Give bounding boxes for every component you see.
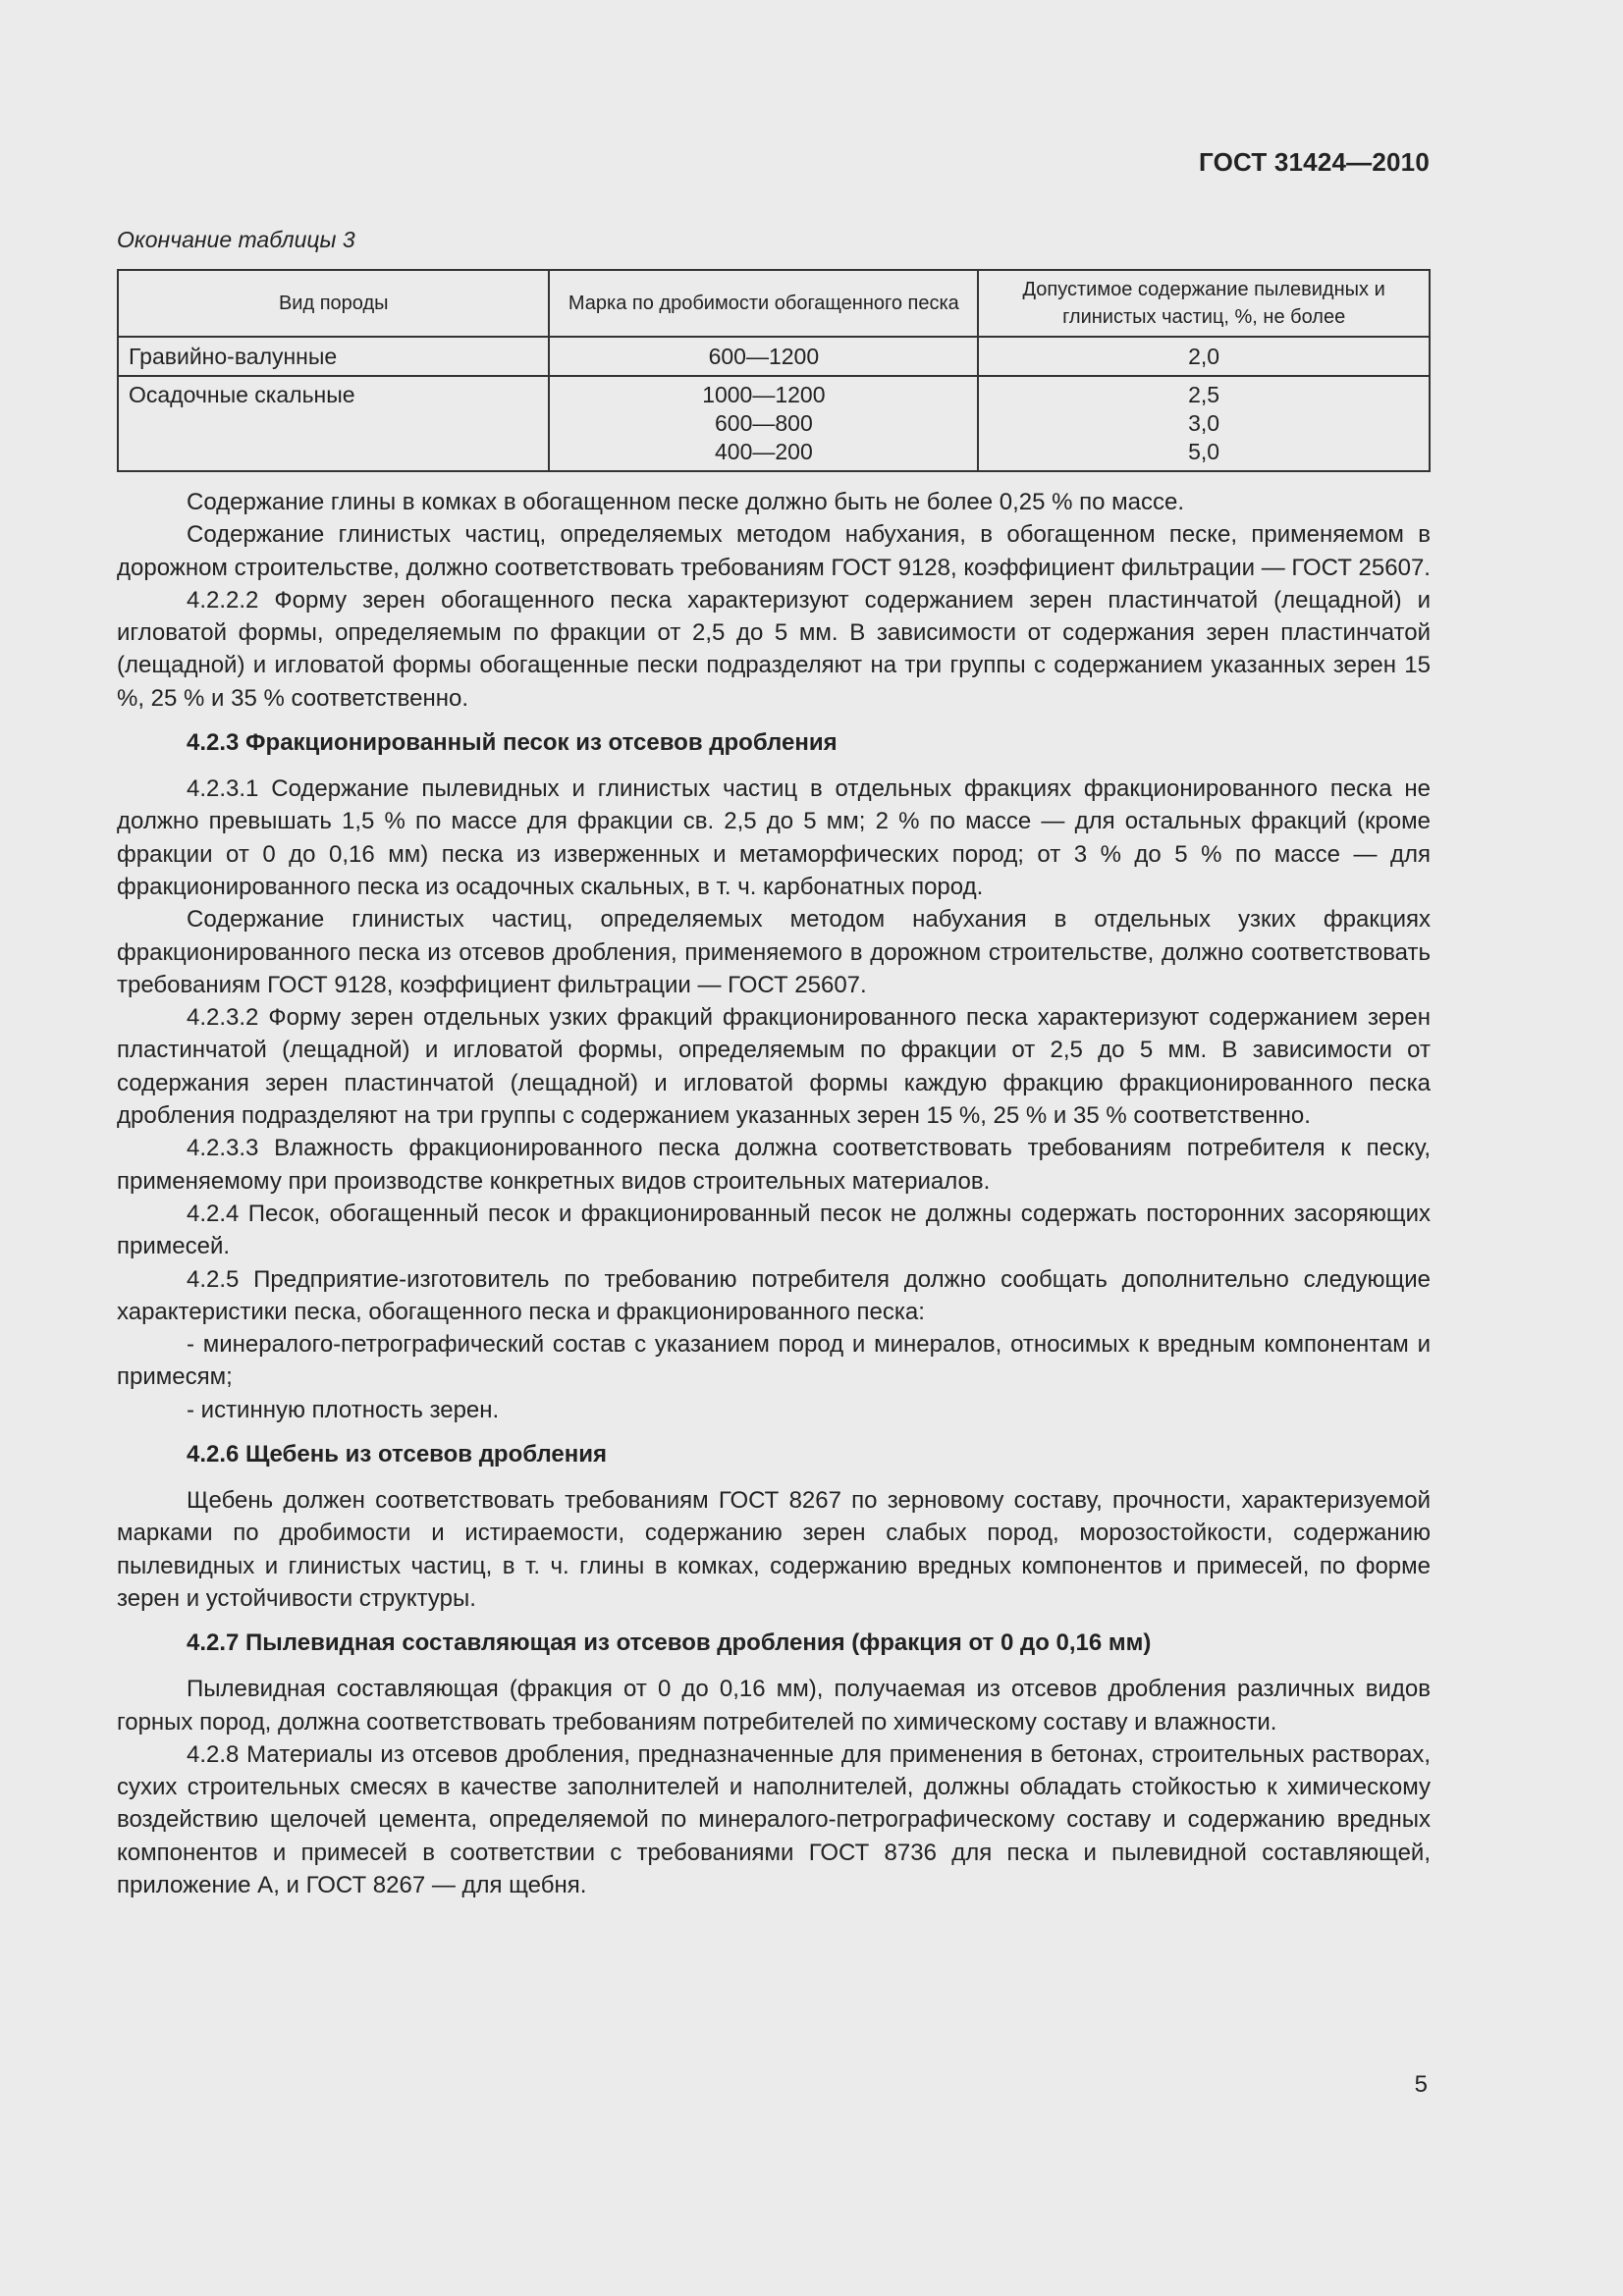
document-id: ГОСТ 31424—2010 xyxy=(1199,147,1430,177)
section-heading: 4.2.3 Фракционированный песок из отсевов дробления xyxy=(187,729,838,757)
table-row xyxy=(118,376,1430,471)
cell-content: 2,0 xyxy=(978,337,1430,376)
content-value: 3,0 xyxy=(1188,410,1220,436)
content-value: 5,0 xyxy=(1188,439,1220,464)
paragraph: 4.2.2.2 Форму зерен обогащенного песка характеризуют содержанием зерен пластинчатой (лещадной) и игловатой формы, определяемым по фракции от 2,5 до 5 мм. В зависимости от содержания зерен пластинчатой (лещадной) и игловатой формы обогащенные пески подразделяют на три группы с содержанием указанных зерен 15 %, 25 % и 35 % соответственно. xyxy=(117,586,1431,712)
paragraph: Содержание глинистых частиц, определяемых методом набухания, в обогащенном песке, применяемом в дорожном строительстве, должно соответствовать требованиям ГОСТ 9128, коэффициент фильтрации — ГОСТ 25607. xyxy=(117,521,1431,581)
grade-value: 400—200 xyxy=(714,439,813,464)
paragraph: 4.2.3.1 Содержание пылевидных и глинистых частиц в отдельных фракциях фракционированного песка не должно превышать 1,5 % по массе для фракции св. 2,5 до 5 мм; 2 % по массе — для остальных фракций (кроме фракции от 0 до 0,16 мм) песка из изверженных и метаморфических пород; от 3 % до 5 % по массе — для фракционированного песка из осадочных скальных, в т. ч. карбонатных пород. xyxy=(117,775,1431,900)
col-header-content: Допустимое содержание пылевидных и глинистых частиц, %, не более xyxy=(978,270,1430,337)
content-value: 2,5 xyxy=(1188,382,1220,407)
col-header-rock: Вид породы xyxy=(118,270,549,337)
paragraph: Щебень должен соответствовать требованиям ГОСТ 8267 по зерновому составу, прочности, характеризуемой марками по дробимости и истираемости, содержанию зерен слабых пород, морозостойкости, содержанию пылевидных и глинистых частиц, в т. ч. глины в комках, содержанию вредных компонентов и примесей, по форме зерен и устойчивости структуры. xyxy=(117,1487,1431,1612)
section-heading: 4.2.7 Пылевидная составляющая из отсевов дробления (фракция от 0 до 0,16 мм) xyxy=(187,1629,1152,1657)
cell-rock: Осадочные скальные xyxy=(118,376,549,471)
paragraph: 4.2.3.2 Форму зерен отдельных узких фракций фракционированного песка характеризуют содержанием зерен пластинчатой (лещадной) и игловатой формы, определяемым по фракции от 2,5 до 5 мм. В зависимости от содержания зерен пластинчатой (лещадной) и игловатой формы каждую фракцию фракционированного песка дробления подразделяют на три группы с содержанием указанных зерен 15 %, 25 % и 35 % соответственно. xyxy=(117,1004,1431,1130)
grade-value: 1000—1200 xyxy=(702,382,826,407)
document-body xyxy=(117,486,1431,1901)
list-item: - истинную плотность зерен. xyxy=(187,1396,500,1423)
page-number: 5 xyxy=(1414,2071,1428,2098)
paragraph: Содержание глинистых частиц, определяемых методом набухания в отдельных узких фракциях фракционированного песка из отсевов дробления, применяемого в дорожном строительстве, должно соответствовать требованиям ГОСТ 9128, коэффициент фильтрации — ГОСТ 25607. xyxy=(117,906,1431,998)
table-row xyxy=(118,337,1430,376)
paragraph: Пылевидная составляющая (фракция от 0 до 0,16 мм), получаемая из отсевов дробления различных видов горных пород, должна соответствовать требованиям потребителей по химическому составу и влажности. xyxy=(117,1676,1431,1735)
list-item: - минералого-петрографический состав с указанием пород и минералов, относимых к вредным компонентам и примесям; xyxy=(117,1331,1431,1391)
section-heading: 4.2.6 Щебень из отсевов дробления xyxy=(187,1441,608,1468)
cell-grade xyxy=(549,376,978,471)
paragraph: Содержание глины в комках в обогащенном песке должно быть не более 0,25 % по массе. xyxy=(187,489,1185,515)
col-header-grade: Марка по дробимости обогащенного песка xyxy=(549,270,978,337)
paragraph: 4.2.3.3 Влажность фракционированного песка должна соответствовать требованиям потребителя к песку, применяемому при производстве конкретных видов строительных материалов. xyxy=(117,1135,1431,1195)
cell-content xyxy=(978,376,1430,471)
paragraph: 4.2.4 Песок, обогащенный песок и фракционированный песок не должны содержать посторонних засоряющих примесей. xyxy=(117,1200,1431,1260)
cell-rock: Гравийно-валунные xyxy=(118,337,549,376)
grade-value: 600—800 xyxy=(714,410,813,436)
table-header-row xyxy=(118,270,1430,337)
cell-grade: 600—1200 xyxy=(549,337,978,376)
paragraph: 4.2.8 Материалы из отсевов дробления, предназначенные для применения в бетонах, строительных растворах, сухих строительных смесях в качестве заполнителей и наполнителей, должны обладать стойкостью к химическому воздействию щелочей цемента, определяемой по минералого-петрографическому составу и содержанию вредных компонентов и примесей в соответствии с требованиями ГОСТ 8736 для песка и пылевидной составляющей, приложение А, и ГОСТ 8267 — для щебня. xyxy=(117,1740,1431,1898)
paragraph: 4.2.5 Предприятие-изготовитель по требованию потребителя должно сообщать дополнительно следующие характеристики песка, обогащенного песка и фракционированного песка: xyxy=(117,1265,1431,1325)
table-caption: Окончание таблицы 3 xyxy=(117,227,355,252)
table-3 xyxy=(117,269,1431,472)
